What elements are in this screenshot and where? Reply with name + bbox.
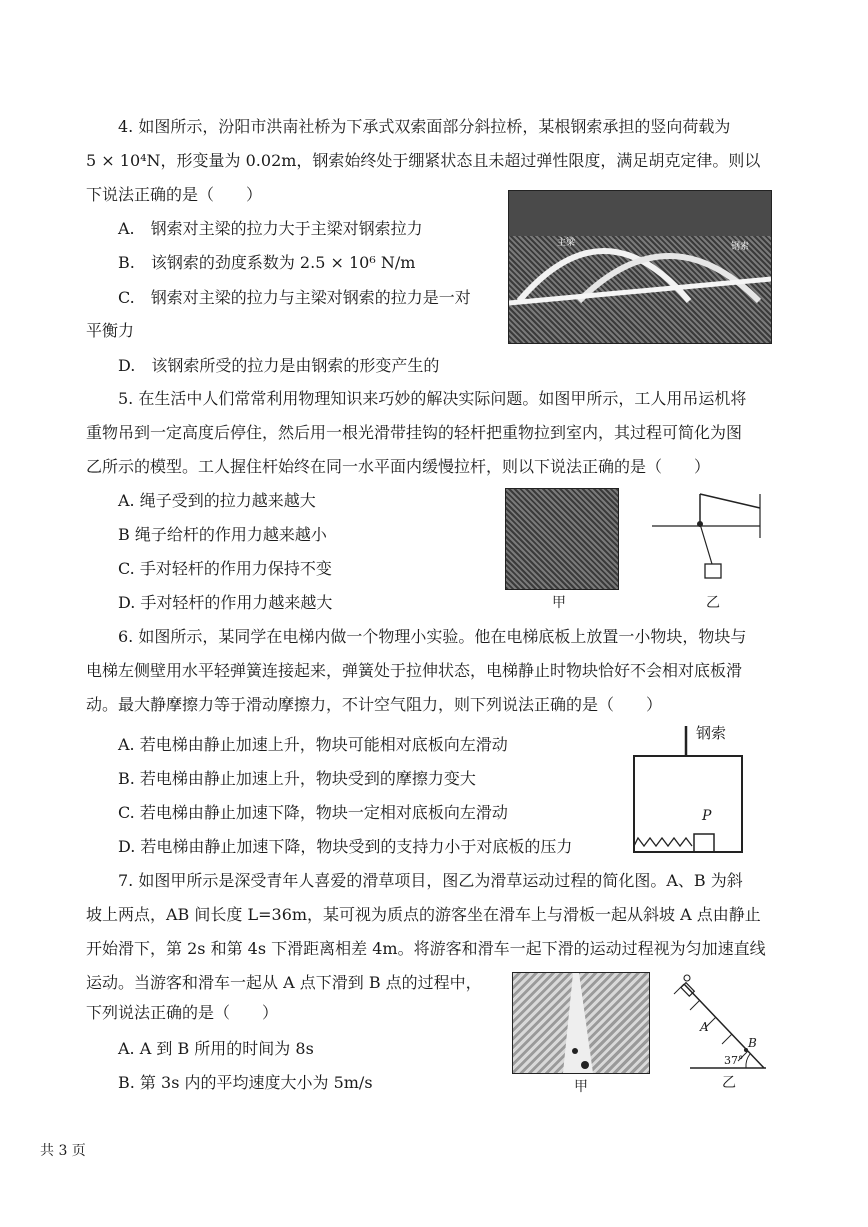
q4-stem-line2: 5 × 10⁴N，形变量为 0.02m，钢索始终处于绷紧状态且未超过弹性限度，满足胡克定律。则以 (86, 151, 761, 170)
q7-stem-line2: 坡上两点，AB 间长度 L=36m，某可视为质点的游客坐在滑车上与滑板一起从斜坡 A 点由静止 (86, 905, 761, 924)
q7-stem-line1: 7. 如图甲所示是深受青年人喜爱的滑草项目，图乙为滑草运动过程的简化图。A、B 为斜 (118, 871, 743, 890)
q4-option-a: A. 钢索对主梁的拉力大于主梁对钢索拉力 (118, 219, 423, 238)
hoist-photo (505, 488, 619, 590)
pulley-rod-diagram (650, 490, 780, 590)
bridge-label-beam: 主梁 (557, 238, 576, 248)
bridge-label-cable: 钢索 (731, 242, 750, 252)
q5-caption-yi: 乙 (706, 595, 720, 611)
q7-option-a: A. A 到 B 所用的时间为 8s (118, 1039, 314, 1058)
q4-option-c-cont: 平衡力 (86, 321, 135, 340)
q5-stem-line2: 重物吊到一定高度后停住，然后用一根光滑带挂钩的轻杆把重物拉到室内，其过程可简化为图 (86, 423, 743, 442)
slope-diagram (660, 972, 772, 1076)
q6-option-c: C. 若电梯由静止加速下降，物块一定相对底板向左滑动 (118, 803, 508, 822)
q5-stem-line3: 乙所示的模型。工人握住杆始终在同一水平面内缓慢拉杆，则以下说法正确的是（ ） (86, 457, 711, 476)
grass-slide-photo (512, 972, 650, 1074)
point-b-label: B (748, 1036, 757, 1050)
point-a-label: A (700, 1020, 709, 1034)
slope-angle-label: 37° (724, 1054, 744, 1067)
elevator-diagram (628, 720, 748, 860)
q4-stem-line3: 下说法正确的是（ ） (86, 185, 263, 204)
block-p-label: P (702, 808, 712, 824)
q6-option-d: D. 若电梯由静止加速下降，物块受到的支持力小于对底板的压力 (118, 837, 573, 856)
q7-stem-line4: 运动。当游客和滑车一起从 A 点下滑到 B 点的过程中， (86, 973, 482, 992)
q4-stem-line1: 4. 如图所示，汾阳市洪南社桥为下承式双索面部分斜拉桥，某根钢索承担的竖向荷载为 (118, 117, 731, 136)
bridge-arches-icon (509, 191, 771, 343)
q4-option-b: B. 该钢索的劲度系数为 2.5 × 10⁶ N/m (118, 253, 416, 272)
q4-option-c: C. 钢索对主梁的拉力与主梁对钢索的拉力是一对 (118, 288, 471, 307)
q5-option-a: A. 绳子受到的拉力越来越大 (118, 491, 316, 510)
q6-stem-line2: 电梯左侧壁用水平轻弹簧连接起来，弹簧处于拉伸状态，电梯静止时物块恰好不会相对底板滑 (86, 661, 743, 680)
q6-option-b: B. 若电梯由静止加速上升，物块受到的摩擦力变大 (118, 769, 476, 788)
q7-option-b: B. 第 3s 内的平均速度大小为 5m/s (118, 1073, 373, 1092)
q7-caption-yi: 乙 (722, 1075, 736, 1091)
q6-stem-line3: 动。最大静摩擦力等于滑动摩擦力，不计空气阻力，则下列说法正确的是（ ） (86, 695, 663, 714)
slide-track-icon (513, 973, 649, 1073)
q7-stem-line3: 开始滑下，第 2s 和第 4s 下滑距离相差 4m。将游客和滑车一起下滑的运动过程视为匀加速直线 (86, 939, 766, 958)
bridge-photo (508, 190, 772, 344)
q4-option-d: D. 该钢索所受的拉力是由钢索的形变产生的 (118, 356, 440, 375)
q5-option-d: D. 手对轻杆的作用力越来越大 (118, 593, 333, 612)
q6-stem-line1: 6. 如图所示，某同学在电梯内做一个物理小实验。他在电梯底板上放置一小物块，物块与 (118, 627, 747, 646)
page-footer: 共 3 页 (40, 1143, 86, 1159)
q7-caption-jia: 甲 (574, 1079, 588, 1095)
q7-stem-line5: 下列说法正确的是（ ） (86, 1003, 279, 1022)
q6-option-a: A. 若电梯由静止加速上升，物块可能相对底板向左滑动 (118, 735, 508, 754)
q5-option-c: C. 手对轻杆的作用力保持不变 (118, 559, 332, 578)
q5-caption-jia: 甲 (552, 595, 566, 611)
q5-stem-line1: 5. 在生活中人们常常利用物理知识来巧妙的解决实际问题。如图甲所示，工人用吊运机将 (118, 389, 747, 408)
q5-option-b: B 绳子给杆的作用力越来越小 (118, 525, 327, 544)
elevator-cable-label: 钢索 (696, 724, 727, 742)
